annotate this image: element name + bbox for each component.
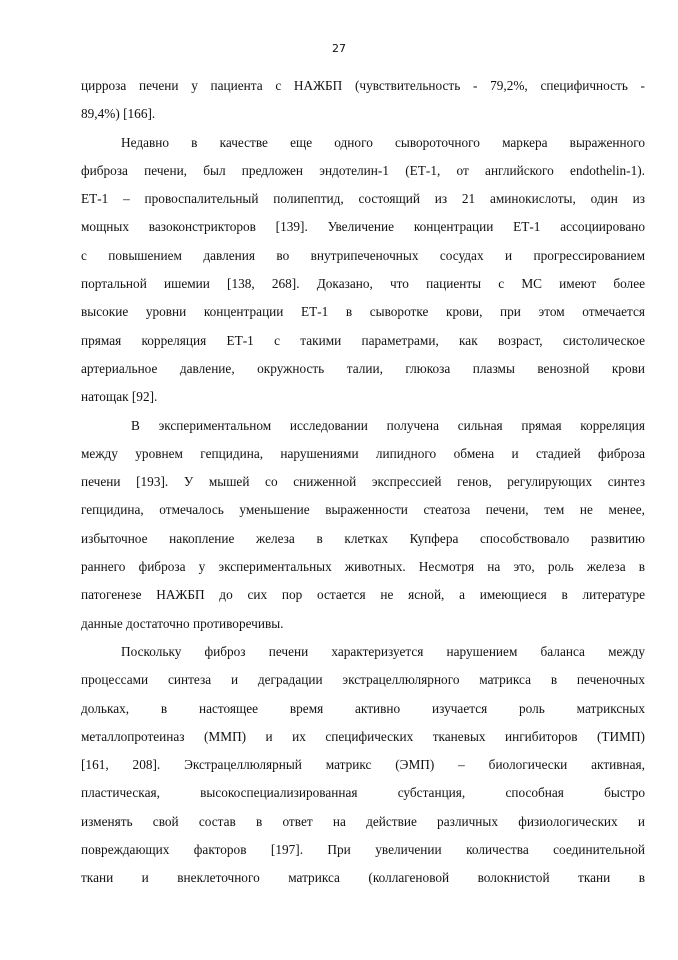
text-line: мощных вазоконстрикторов [139]. Увеличение концентрации ЕТ-1 ассоциировано: [81, 219, 645, 235]
text-line: цирроза печени у пациента с НАЖБП (чувствительность - 79,2%, специфичность -: [81, 78, 645, 93]
text-line: изменять свой состав в ответ на действие различных физиологических и: [81, 813, 645, 829]
text-line: избыточное накопление железа в клетках Купфера способствовало развитию: [81, 530, 645, 546]
text-line: фиброза печени, был предложен эндотелин-1 (ЕТ-1, от английского endothelin-1).: [81, 162, 645, 178]
text-line: между уровнем гепцидина, нарушениями липидного обмена и стадией фиброза: [81, 445, 645, 461]
text-line: печени [193]. У мышей со сниженной экспрессией генов, регулирующих синтез: [81, 474, 645, 490]
text-line: раннего фиброза у экспериментальных животных. Несмотря на это, роль железа в: [81, 559, 645, 575]
text-line: прямая корреляция ЕТ-1 с такими параметрами, как возраст, систолическое: [81, 332, 645, 348]
text-line: повреждающих факторов [197]. При увеличении количества соединительной: [81, 842, 645, 858]
text-line: Недавно в качестве еще одного сывороточного маркера выраженного: [121, 134, 645, 150]
text-line: дольках, в настоящее время активно изучается роль матриксных: [81, 700, 645, 716]
text-line: ЕТ-1 – провоспалительный полипептид, состоящий из 21 аминокислоты, один из: [81, 191, 645, 207]
text-line: портальной ишемии [138, 268]. Доказано, что пациенты с МС имеют более: [81, 276, 645, 292]
text-line: гепцидина, отмечалось уменьшение выраженности стеатоза печени, тем не менее,: [81, 502, 645, 518]
text-line: Поскольку фиброз печени характеризуется нарушением баланса между: [121, 643, 645, 659]
text-line: высокие уровни концентрации ЕТ-1 в сыворотке крови, при этом отмечается: [81, 304, 645, 320]
text-line: металлопротеиназ (ММП) и их специфических тканевых ингибиторов (ТИМП): [81, 728, 645, 744]
text-line: данные достаточно противоречивы.: [81, 615, 284, 631]
text-line: В экспериментальном исследовании получена сильная прямая корреляция: [131, 417, 645, 433]
text-line: патогенезе НАЖБП до сих пор остается не ясной, а имеющиеся в литературе: [81, 587, 645, 603]
text-line: с повышением давления во внутрипеченочных сосудах и прогрессированием: [81, 247, 645, 263]
text-line: ткани и внеклеточного матрикса (коллагеновой волокнистой ткани в: [81, 870, 645, 886]
body-text: [81, 72, 645, 893]
text-line: пластическая, высокоспециализированная субстанция, способная быстро: [81, 785, 645, 801]
text-line: [161, 208]. Экстрацеллюлярный матрикс (ЭМП) – биологически активная,: [81, 757, 645, 773]
text-line: натощак [92].: [81, 389, 158, 405]
text-line: артериальное давление, окружность талии, глюкоза плазмы венозной крови: [81, 360, 645, 376]
text-line: процессами синтеза и деградации экстрацеллюлярного матрикса в печеночных: [81, 672, 645, 688]
page-number: 27: [332, 42, 346, 55]
text-line: 89,4%) [166].: [81, 106, 156, 122]
